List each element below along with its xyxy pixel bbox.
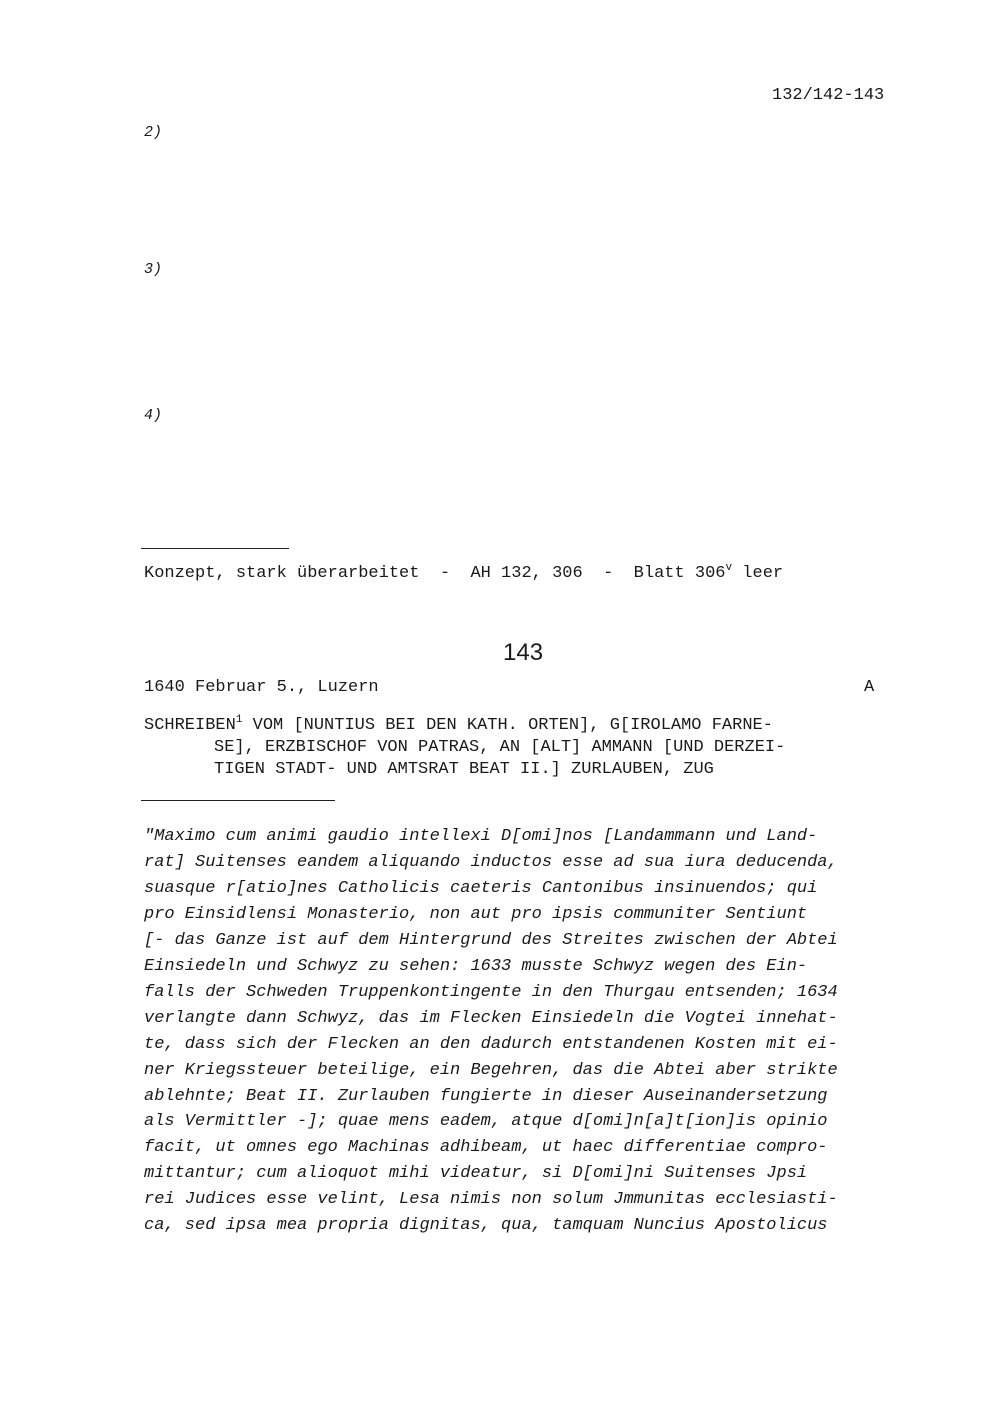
title-rule [141, 800, 335, 801]
body-line: ner Kriegssteuer beteilige, ein Begehren, das die Abtei aber strikte [144, 1061, 838, 1080]
footnote [144, 564, 783, 583]
footnote-sup: v [725, 562, 733, 574]
body-line: Einsiedeln und Schwyz zu sehen: 1633 musste Schwyz wegen des Ein- [144, 957, 808, 976]
body-line: ablehnte; Beat II. Zurlauben fungierte in dieser Auseinandersetzung [144, 1087, 828, 1106]
note-marker-3: 3) [144, 261, 163, 278]
title-text: SCHREIBEN [144, 716, 236, 735]
body-line: falls der Schweden Truppenkontingente in den Thurgau entsenden; 1634 [144, 983, 838, 1002]
footnote-tail: leer [732, 564, 784, 583]
footnote-rule [141, 548, 289, 549]
body-line: rat] Suitenses eandem aliquando inductos esse ad sua iura deducenda, [144, 853, 838, 872]
document-title-line-1 [144, 716, 773, 735]
body-line: mittantur; cum alioquot mihi videatur, si D[omi]ni Suitenses Jpsi [144, 1164, 808, 1183]
body-line: te, dass sich der Flecken an den dadurch entstandenen Kosten mit ei- [144, 1035, 838, 1054]
body-line: "Maximo cum animi gaudio intellexi D[omi]nos [Landammann und Land- [144, 827, 818, 846]
body-line: verlangte dann Schwyz, das im Flecken Einsiedeln die Vogtei innehat- [144, 1009, 838, 1028]
body-line: pro Einsidlensi Monasterio, non aut pro ipsis communiter Sentiunt [144, 905, 808, 924]
title-footnote-ref: 1 [235, 714, 243, 726]
document-date-place: 1640 Februar 5., Luzern [144, 678, 379, 697]
document-marker: A [864, 678, 875, 697]
document-title-line-2: SE], ERZBISCHOF VON PATRAS, AN [ALT] AMMANN [UND DERZEI- [214, 738, 786, 757]
body-line: [- das Ganze ist auf dem Hintergrund des Streites zwischen der Abtei [144, 931, 838, 950]
body-line: suasque r[atio]nes Catholicis caeteris Cantonibus insinuendos; qui [144, 879, 818, 898]
document-number: 143 [503, 639, 544, 666]
footnote-text: Konzept, stark überarbeitet - AH 132, 306 - Blatt 306 [144, 564, 726, 583]
note-marker-4: 4) [144, 407, 163, 424]
body-line: ca, sed ipsa mea propria dignitas, qua, tamquam Nuncius Apostolicus [144, 1216, 828, 1235]
title-text-cont: VOM [NUNTIUS BEI DEN KATH. ORTEN], G[IROLAMO FARNE- [242, 716, 773, 735]
body-line: als Vermittler -]; quae mens eadem, atque d[omi]n[a]t[ion]is opinio [144, 1112, 828, 1131]
note-marker-2: 2) [144, 124, 163, 141]
page-reference: 132/142-143 [772, 86, 885, 105]
body-line: facit, ut omnes ego Machinas adhibeam, ut haec differentiae compro- [144, 1138, 828, 1157]
document-title-line-3: TIGEN STADT- UND AMTSRAT BEAT II.] ZURLAUBEN, ZUG [214, 760, 714, 779]
body-line: rei Judices esse velint, Lesa nimis non solum Jmmunitas ecclesiasti- [144, 1190, 838, 1209]
